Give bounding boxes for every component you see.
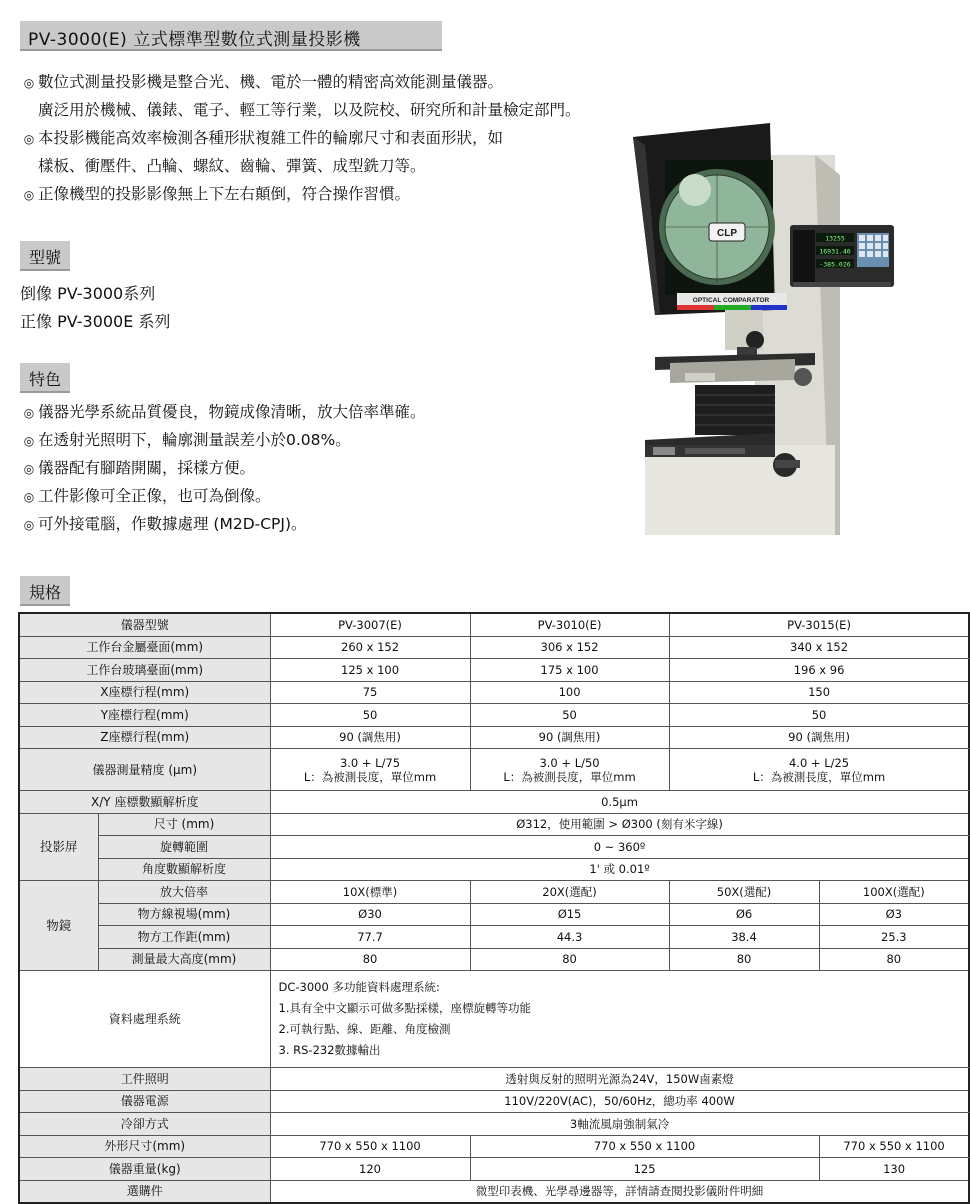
- table-cell: 100: [470, 681, 669, 704]
- row-label: 旋轉範圍: [98, 836, 270, 859]
- table-cell: 100X(選配): [819, 881, 969, 904]
- model-header: PV-3015(E): [669, 613, 969, 636]
- readout-x: 13255: [825, 234, 845, 243]
- table-cell: 175 x 100: [470, 659, 669, 682]
- table-cell: 130: [819, 1158, 969, 1181]
- table-row: [19, 1068, 969, 1091]
- model-header: PV-3007(E): [270, 613, 470, 636]
- table-cell: Ø312，使用範圍 > Ø300 (刻有米字線): [270, 813, 969, 836]
- table-row: [19, 681, 969, 704]
- table-row: [19, 1090, 969, 1113]
- table-row: [19, 1180, 969, 1203]
- table-row: [19, 836, 969, 859]
- table-row: [19, 813, 969, 836]
- table-row: [19, 948, 969, 971]
- table-cell: 透射與反射的照明光源為24V，150W鹵素燈: [270, 1068, 969, 1091]
- table-cell: 10X(標準): [270, 881, 470, 904]
- model-section-tag: 型號: [20, 241, 70, 271]
- table-row: [19, 971, 969, 1068]
- row-label: 儀器重量(kg): [19, 1158, 270, 1181]
- table-cell: 微型印表機、光學尋邊器等，詳情請查閱投影儀附件明細: [270, 1180, 969, 1203]
- row-label: 外形尺寸(mm): [19, 1135, 270, 1158]
- feature-item: ◎ 在透射光照明下，輪廓測量誤差小於0.08%。: [20, 426, 426, 454]
- table-cell: Ø6: [669, 903, 819, 926]
- table-cell: 80: [669, 948, 819, 971]
- table-cell: 3.0 + L/50 L：為被測長度，單位mm: [470, 749, 669, 791]
- table-cell: 77.7: [270, 926, 470, 949]
- table-cell: 196 x 96: [669, 659, 969, 682]
- bullet-icon: ◎: [23, 188, 35, 202]
- group-label: 投影屏: [19, 813, 98, 881]
- intro-section: [20, 68, 680, 208]
- intro-line: 廣泛用於機械、儀錶、電子、輕工等行業，以及院校、研究所和計量檢定部門。: [38, 101, 581, 119]
- row-label: Z座標行程(mm): [19, 726, 270, 749]
- row-label: 儀器電源: [19, 1090, 270, 1113]
- row-label: 工作台玻璃臺面(mm): [19, 659, 270, 682]
- row-label: 選購件: [19, 1180, 270, 1203]
- row-label: 放大倍率: [98, 881, 270, 904]
- row-label: 工作台金屬臺面(mm): [19, 636, 270, 659]
- table-cell: 0 ~ 360º: [270, 836, 969, 859]
- readout-y: 16931.40: [819, 247, 851, 256]
- model-header-label: 儀器型號: [19, 613, 270, 636]
- table-row: [19, 1135, 969, 1158]
- data-system-cell: DC-3000 多功能資料處理系統: 1.具有全中文顯示可做多點採樣，座標旋轉等功能 2.可執行點、線、距離、角度檢測 3. RS-232數據輸出: [270, 971, 969, 1068]
- table-cell: 3軸流風扇強制氣冷: [270, 1113, 969, 1136]
- bullet-icon: ◎: [23, 434, 35, 448]
- table-row: [19, 726, 969, 749]
- intro-line: 樣板、衝壓件、凸輪、螺紋、齒輪、彈簧、成型銑刀等。: [38, 157, 426, 175]
- feature-item: ◎ 儀器配有腳踏開關，採樣方便。: [20, 454, 426, 482]
- table-cell: 80: [819, 948, 969, 971]
- row-label: 物方工作距(mm): [98, 926, 270, 949]
- table-cell: 770 x 550 x 1100: [470, 1135, 819, 1158]
- table-cell: 50: [470, 704, 669, 727]
- table-cell: 260 x 152: [270, 636, 470, 659]
- model-line: 倒像 PV-3000系列: [20, 284, 156, 303]
- table-cell: 25.3: [819, 926, 969, 949]
- table-cell: 125: [470, 1158, 819, 1181]
- row-label: 冷卻方式: [19, 1113, 270, 1136]
- table-cell: 110V/220V(AC)，50/60Hz，總功率 400W: [270, 1090, 969, 1113]
- intro-line: ◎ 正像機型的投影影像無上下左右顛倒，符合操作習慣。: [20, 180, 680, 208]
- table-cell: 50X(選配): [669, 881, 819, 904]
- table-row: [19, 903, 969, 926]
- readout-z: -385.026: [819, 260, 851, 269]
- table-row: [19, 858, 969, 881]
- logo-text: CLP: [717, 228, 737, 239]
- table-cell: Ø15: [470, 903, 669, 926]
- table-row: [19, 1113, 969, 1136]
- bullet-icon: ◎: [23, 518, 35, 532]
- feature-section-tag: 特色: [20, 363, 70, 393]
- table-row: [19, 1158, 969, 1181]
- model-list: [20, 280, 170, 336]
- table-cell: 150: [669, 681, 969, 704]
- table-row: [19, 749, 969, 791]
- model-header: PV-3010(E): [470, 613, 669, 636]
- table-cell: 306 x 152: [470, 636, 669, 659]
- brand-label: OPTICAL COMPARATOR: [692, 297, 770, 304]
- table-row: [19, 613, 969, 636]
- table-cell: 3.0 + L/75 L：為被測長度，單位mm: [270, 749, 470, 791]
- table-cell: 770 x 550 x 1100: [270, 1135, 470, 1158]
- table-cell: 50: [270, 704, 470, 727]
- row-label: 測量最大高度(mm): [98, 948, 270, 971]
- row-label: 角度數顯解析度: [98, 858, 270, 881]
- table-cell: 80: [270, 948, 470, 971]
- table-cell: 80: [470, 948, 669, 971]
- group-label: 物鏡: [19, 881, 98, 971]
- bullet-icon: ◎: [23, 462, 35, 476]
- table-cell: 0.5μm: [270, 791, 969, 814]
- table-cell: 120: [270, 1158, 470, 1181]
- bullet-icon: ◎: [23, 406, 35, 420]
- table-cell: 44.3: [470, 926, 669, 949]
- table-cell: 38.4: [669, 926, 819, 949]
- bullet-icon: ◎: [23, 76, 35, 90]
- spec-section-tag: 規格: [20, 576, 70, 606]
- table-cell: 125 x 100: [270, 659, 470, 682]
- table-cell: 1' 或 0.01º: [270, 858, 969, 881]
- row-label: X座標行程(mm): [19, 681, 270, 704]
- feature-item: ◎ 可外接電腦，作數據處理 (M2D-CPJ)。: [20, 510, 426, 538]
- feature-item: ◎ 工件影像可全正像，也可為倒像。: [20, 482, 426, 510]
- page-title: PV-3000(E) 立式標準型數位式測量投影機: [28, 30, 361, 50]
- row-label: 資料處理系統: [19, 971, 270, 1068]
- table-row: [19, 704, 969, 727]
- table-cell: 90 (調焦用): [470, 726, 669, 749]
- table-cell: Ø30: [270, 903, 470, 926]
- feature-list: [20, 398, 426, 538]
- table-cell: 770 x 550 x 1100: [819, 1135, 969, 1158]
- row-label: Y座標行程(mm): [19, 704, 270, 727]
- row-label: 物方線視場(mm): [98, 903, 270, 926]
- row-label: X/Y 座標數顯解析度: [19, 791, 270, 814]
- table-row: [19, 881, 969, 904]
- table-cell: 20X(選配): [470, 881, 669, 904]
- intro-line: ◎ 數位式測量投影機是整合光、機、電於一體的精密高效能測量儀器。: [20, 68, 680, 96]
- optical-comparator-photo: [625, 115, 895, 545]
- table-row: [19, 926, 969, 949]
- table-row: [19, 659, 969, 682]
- row-label: 尺寸 (mm): [98, 813, 270, 836]
- row-label: 工件照明: [19, 1068, 270, 1091]
- table-cell: 4.0 + L/25 L：為被測長度，單位mm: [669, 749, 969, 791]
- table-row: [19, 636, 969, 659]
- bullet-icon: ◎: [23, 490, 35, 504]
- table-cell: 75: [270, 681, 470, 704]
- bullet-icon: ◎: [23, 132, 35, 146]
- model-line: 正像 PV-3000E 系列: [20, 312, 171, 331]
- intro-line: ◎ 本投影機能高效率檢測各種形狀複雜工件的輪廓尺寸和表面形狀，如: [20, 124, 680, 152]
- row-label: 儀器測量精度 (μm): [19, 749, 270, 791]
- table-cell: 90 (調焦用): [270, 726, 470, 749]
- table-cell: 90 (調焦用): [669, 726, 969, 749]
- table-cell: 50: [669, 704, 969, 727]
- table-row: [19, 791, 969, 814]
- table-cell: 340 x 152: [669, 636, 969, 659]
- page-title-bar: [20, 21, 442, 51]
- table-cell: Ø3: [819, 903, 969, 926]
- spec-table: [18, 612, 970, 1204]
- feature-item: ◎ 儀器光學系統品質優良，物鏡成像清晰，放大倍率準確。: [20, 398, 426, 426]
